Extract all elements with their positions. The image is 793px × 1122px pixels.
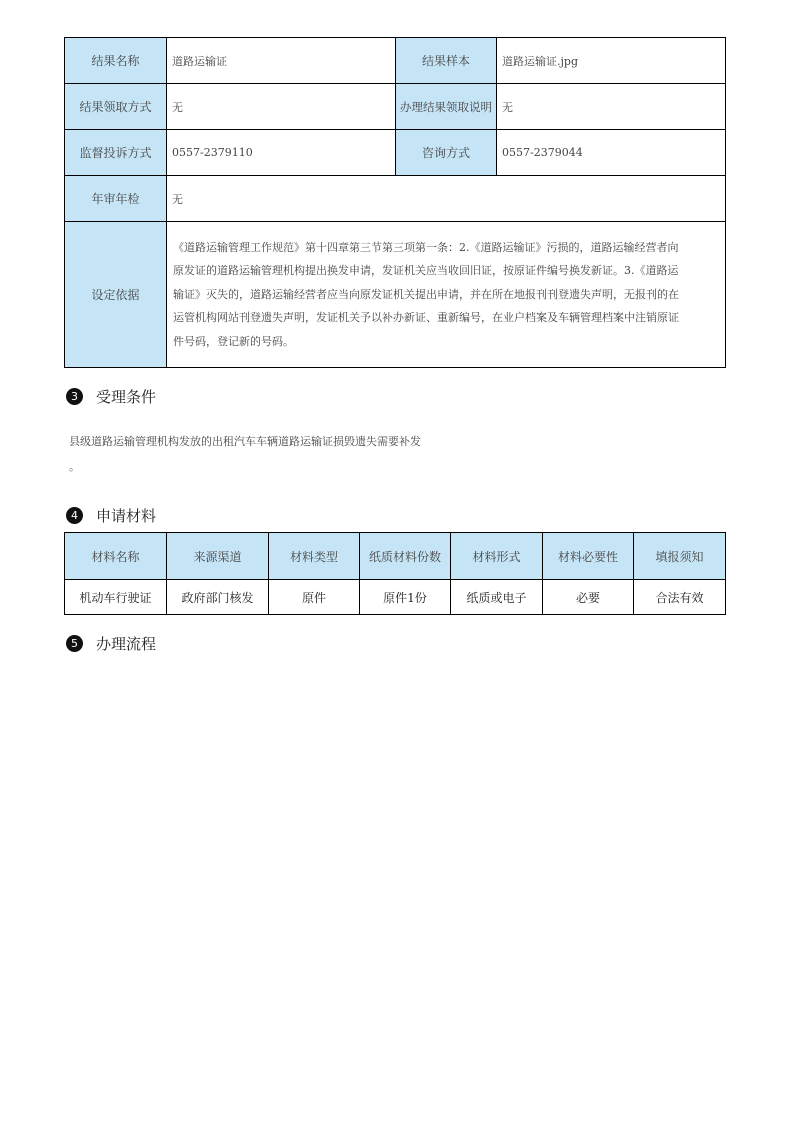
basis-line: 运管机构网站刊登遗失声明，发证机关予以补办新证、重新编号，在业户档案及车辆管理档案中注销原证 — [173, 311, 679, 325]
table-cell: 原件1份 — [360, 580, 451, 615]
result-name-label: 结果名称 — [65, 38, 167, 84]
table-row — [65, 580, 726, 615]
collect-method-value: 无 — [167, 84, 396, 130]
basis-line: 输证》灭失的，道路运输经营者应当向原发证机关提出申请，并在所在地报刊刊登遗失声明，无报刊的在 — [173, 287, 679, 301]
conditions-text — [69, 429, 421, 479]
number-3-icon: 3 — [66, 388, 83, 405]
collect-note-value: 无 — [497, 84, 726, 130]
column-header: 材料必要性 — [543, 533, 634, 580]
section-heading-process — [66, 633, 156, 654]
section-title: 办理流程 — [96, 635, 157, 653]
table-cell: 必要 — [543, 580, 634, 615]
result-sample-label: 结果样本 — [396, 38, 497, 84]
basis-line: 件号码，登记新的号码。 — [173, 334, 294, 348]
table-row — [65, 38, 726, 84]
section-heading-conditions — [66, 386, 156, 407]
materials-table — [64, 532, 726, 615]
table-row — [65, 84, 726, 130]
table-cell: 政府部门核发 — [167, 580, 269, 615]
table-row — [65, 130, 726, 176]
collect-method-label: 结果领取方式 — [65, 84, 167, 130]
table-row — [65, 176, 726, 222]
column-header: 纸质材料份数 — [360, 533, 451, 580]
section-heading-materials — [66, 505, 156, 526]
basis-line: 《道路运输管理工作规范》第十四章第三节第三项第一条：2.《道路运输证》污损的，道路运输经营者向 — [173, 240, 679, 254]
basis-line: 原发证的道路运输管理机构提出换发申请，发证机关应当收回旧证，按原证件编号换发新证。3.《道路运 — [173, 264, 679, 278]
table-cell: 机动车行驶证 — [65, 580, 167, 615]
number-5-icon: 5 — [66, 635, 83, 652]
column-header: 材料类型 — [269, 533, 360, 580]
annual-label: 年审年检 — [65, 176, 167, 222]
complaint-label: 监督投诉方式 — [65, 130, 167, 176]
section-title: 受理条件 — [96, 388, 157, 406]
table-cell: 纸质或电子 — [451, 580, 543, 615]
basis-label: 设定依据 — [65, 222, 167, 368]
consult-value: 0557-2379044 — [497, 130, 726, 176]
consult-label: 咨询方式 — [396, 130, 497, 176]
table-cell: 原件 — [269, 580, 360, 615]
column-header: 来源渠道 — [167, 533, 269, 580]
basis-value — [167, 222, 726, 368]
collect-note-label: 办理结果领取说明 — [396, 84, 497, 130]
result-info-table — [64, 37, 726, 368]
result-sample-value: 道路运输证.jpg — [497, 38, 726, 84]
number-4-icon: 4 — [66, 507, 83, 524]
complaint-value: 0557-2379110 — [167, 130, 396, 176]
conditions-line: 县级道路运输管理机构发放的出租汽车车辆道路运输证损毁遗失需要补发 — [69, 435, 421, 448]
section-title: 申请材料 — [96, 507, 157, 525]
column-header: 材料名称 — [65, 533, 167, 580]
table-row — [65, 222, 726, 368]
annual-value: 无 — [167, 176, 726, 222]
conditions-line: 。 — [69, 460, 80, 473]
table-cell: 合法有效 — [634, 580, 726, 615]
column-header: 材料形式 — [451, 533, 543, 580]
result-name-value: 道路运输证 — [167, 38, 396, 84]
table-header-row — [65, 533, 726, 580]
column-header: 填报须知 — [634, 533, 726, 580]
